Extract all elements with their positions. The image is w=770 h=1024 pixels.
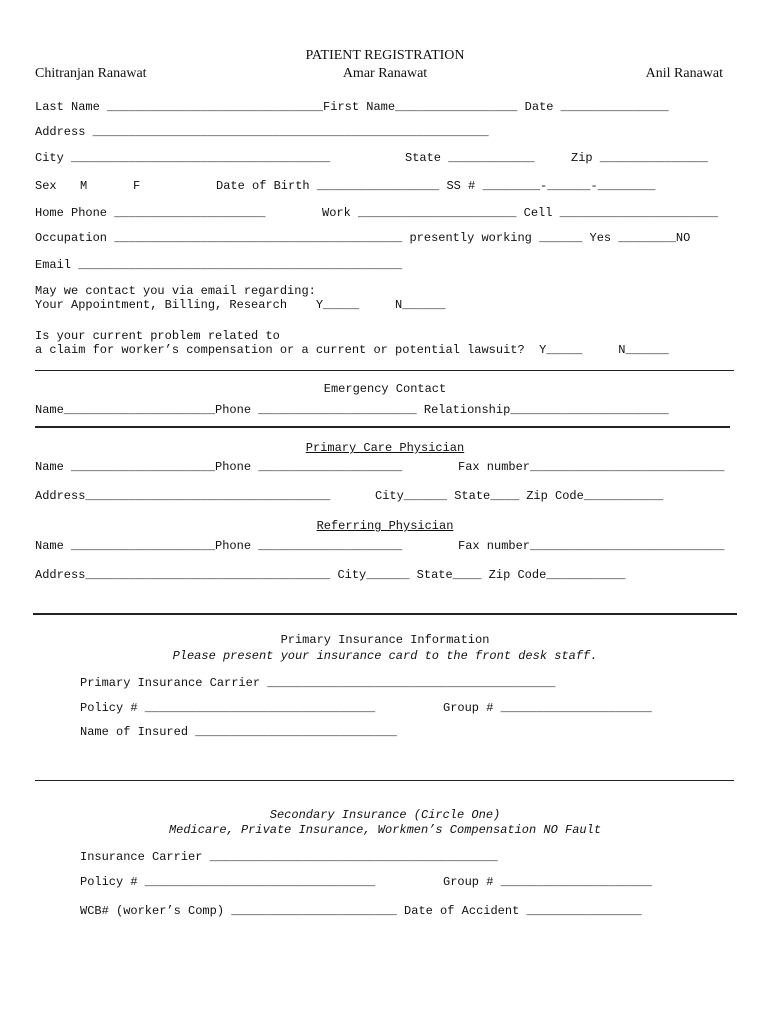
sex-option-m[interactable]: M bbox=[80, 179, 88, 193]
address-line[interactable]: Address _______________________________________________________ bbox=[35, 125, 489, 139]
primary-care-heading: Primary Care Physician bbox=[305, 441, 465, 455]
secondary-group-line[interactable]: Group # _____________________ bbox=[443, 875, 652, 889]
sex-option-f[interactable]: F bbox=[133, 179, 141, 193]
divider bbox=[35, 370, 734, 371]
referring-heading: Referring Physician bbox=[316, 519, 454, 533]
divider bbox=[35, 780, 734, 781]
pcp-address-line[interactable]: Address__________________________________ bbox=[35, 489, 331, 503]
name-of-insured-line[interactable]: Name of Insured ____________________________ bbox=[80, 725, 397, 739]
work-cell-line[interactable]: Work ______________________ Cell ______________________ bbox=[322, 206, 719, 220]
pcp-fax-line[interactable]: Fax number___________________________ bbox=[458, 460, 725, 474]
primary-policy-line[interactable]: Policy # ________________________________ bbox=[80, 701, 376, 715]
dob-ss-line[interactable]: Date of Birth _________________ SS # ________-______-________ bbox=[216, 179, 656, 193]
secondary-policy-line[interactable]: Policy # ________________________________ bbox=[80, 875, 376, 889]
referring-fax-line[interactable]: Fax number___________________________ bbox=[458, 539, 725, 553]
email-contact-question: May we contact you via email regarding: bbox=[35, 284, 316, 298]
secondary-insurance-heading: Secondary Insurance (Circle One) bbox=[269, 808, 501, 822]
doctor-name-center: Amar Ranawat bbox=[342, 66, 428, 81]
referring-name-phone-line[interactable]: Name ____________________Phone ____________________ bbox=[35, 539, 403, 553]
emergency-contact-line[interactable]: Name_____________________Phone ______________________ Relationship______________________ bbox=[35, 403, 669, 417]
name-date-line[interactable]: Last Name ______________________________First Name_________________ Date _______________ bbox=[35, 100, 669, 114]
section-divider bbox=[33, 613, 737, 615]
insurance-card-note: Please present your insurance card to the front desk staff. bbox=[172, 649, 598, 663]
home-phone-line[interactable]: Home Phone _____________________ bbox=[35, 206, 266, 220]
primary-insurance-heading: Primary Insurance Information bbox=[280, 633, 490, 647]
pcp-name-phone-line[interactable]: Name ____________________Phone ____________________ bbox=[35, 460, 403, 474]
referring-address-line[interactable]: Address__________________________________ City______ State____ Zip Code___________ bbox=[35, 568, 626, 582]
claim-question-2[interactable]: a claim for worker’s compensation or a current or potential lawsuit? Y_____ N______ bbox=[35, 343, 669, 357]
wcb-accident-line[interactable]: WCB# (worker’s Comp) _______________________ Date of Accident ________________ bbox=[80, 904, 642, 918]
zip-line[interactable]: Zip _______________ bbox=[571, 151, 708, 165]
pcp-city-state-zip-line[interactable]: City______ State____ Zip Code___________ bbox=[375, 489, 664, 503]
primary-group-line[interactable]: Group # _____________________ bbox=[443, 701, 652, 715]
primary-carrier-line[interactable]: Primary Insurance Carrier ________________________________________ bbox=[80, 676, 556, 690]
divider bbox=[35, 426, 730, 428]
email-contact-options[interactable]: Your Appointment, Billing, Research Y_____ N______ bbox=[35, 298, 446, 312]
doctor-name-left: Chitranjan Ranawat bbox=[35, 66, 147, 81]
state-line[interactable]: State ____________ bbox=[405, 151, 535, 165]
doctor-name-right: Anil Ranawat bbox=[645, 66, 723, 81]
emergency-heading: Emergency Contact bbox=[323, 382, 447, 396]
secondary-carrier-line[interactable]: Insurance Carrier ________________________________________ bbox=[80, 850, 498, 864]
claim-question-1: Is your current problem related to bbox=[35, 329, 280, 343]
secondary-insurance-options[interactable]: Medicare, Private Insurance, Workmen’s Compensation NO Fault bbox=[168, 823, 602, 837]
city-line[interactable]: City ____________________________________ bbox=[35, 151, 331, 165]
occupation-line[interactable]: Occupation ________________________________________ presently working ______ Yes ________NO bbox=[35, 231, 691, 245]
email-line[interactable]: Email _____________________________________________ bbox=[35, 258, 403, 272]
sex-label: Sex bbox=[35, 179, 57, 193]
form-title: PATIENT REGISTRATION bbox=[305, 48, 465, 63]
